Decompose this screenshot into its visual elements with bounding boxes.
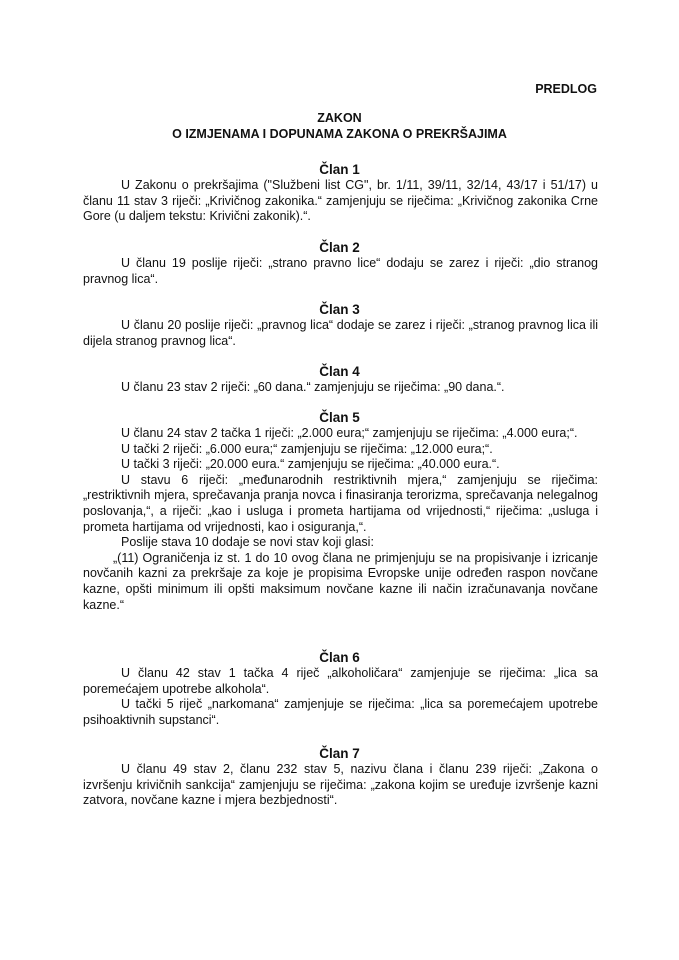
- article-body-1: [83, 178, 598, 225]
- article-heading-2: Član 2: [319, 240, 360, 255]
- article-paragraph: U tački 5 riječ „narkomana“ zamjenjuje se riječima: „lica sa poremećajem upotrebe psihoaktivnih supstanci“.: [83, 697, 598, 727]
- article-paragraph: U tački 2 riječi: „6.000 eura;“ zamjenjuju se riječima: „12.000 eura;“.: [121, 441, 493, 456]
- article-body-7: [83, 762, 598, 809]
- article-heading-5: Član 5: [319, 410, 360, 425]
- article-paragraph: U članu 20 poslije riječi: „pravnog lica“ dodaje se zarez i riječi: „stranog pravnog lica ili dijela stranog pravnog lica“.: [83, 318, 598, 348]
- article-heading-1: Član 1: [319, 162, 360, 177]
- article-paragraph: U članu 49 stav 2, članu 232 stav 5, nazivu člana i članu 239 riječi: „Zakona o izvršenju krivičnih sankcija“ zamjenjuju se riječima: „zakona kojim se uređuje izvršenje kazni zatvora, novčane kazne i mjera bezbjednosti“.: [83, 762, 598, 808]
- article-paragraph: U članu 42 stav 1 tačka 4 riječ „alkoholičara“ zamjenjuje se riječima: „lica sa poremećajem upotrebe alkohola“.: [83, 666, 598, 696]
- article-paragraph: U tački 3 riječi: „20.000 eura.“ zamjenjuju se riječima: „40.000 eura.“.: [121, 457, 500, 472]
- article-heading-7: Član 7: [319, 746, 360, 761]
- article-paragraph: U Zakonu o prekršajima ("Službeni list CG", br. 1/11, 39/11, 32/14, 43/17 i 51/17) u članu 11 stav 3 riječi: „Krivičnog zakonika.“ zamjenjuju se riječima: „Krivičnog zakonika Crne Gore (u daljem tekstu: Krivični zakonik).“.: [83, 178, 598, 224]
- article-heading-4: Član 4: [319, 364, 360, 379]
- article-body-2: [83, 256, 598, 287]
- article-body-4: [83, 380, 598, 396]
- law-title: ZAKON: [317, 111, 362, 125]
- quoted-new-paragraph: „(11) Ograničenja iz st. 1 do 10 ovog člana ne primjenjuju se na propisivanje i izricanje novčanih kazni za prekršaje za koje je propisima Evropske unije određen raspon novčane kazne, opšti minimum ili opšti maksimum novčane kazne ili način izračunavanja novčane kazne.“: [83, 550, 598, 612]
- article-paragraph: U članu 19 poslije riječi: „strano pravno lice“ dodaju se zarez i riječi: „dio stranog pravnog lica“.: [83, 256, 598, 286]
- article-heading-6: Član 6: [319, 650, 360, 665]
- article-body-3: [83, 318, 598, 349]
- proposal-tag: PREDLOG: [535, 82, 597, 96]
- article-paragraph: U članu 24 stav 2 tačka 1 riječi: „2.000 eura;“ zamjenjuju se riječima: „4.000 eura;“.: [121, 426, 578, 440]
- article-paragraph: U članu 23 stav 2 riječi: „60 dana.“ zamjenjuju se riječima: „90 dana.“.: [121, 380, 505, 394]
- law-subtitle: O IZMJENAMA I DOPUNAMA ZAKONA O PREKRŠAJIMA: [172, 127, 507, 141]
- article-body-6: [83, 666, 598, 728]
- article-paragraph: Poslije stava 10 dodaje se novi stav koji glasi:: [121, 535, 374, 550]
- article-heading-3: Član 3: [319, 302, 360, 317]
- article-body-5: [83, 426, 598, 613]
- article-paragraph: U stavu 6 riječi: „međunarodnih restriktivnih mjera,“ zamjenjuju se riječima: „restriktivnih mjera, sprečavanja pranja novca i finasiranja terorizma, sprečavanja nelegalnog poslovanja,“, a riječi: „kao i usluga i prometa hartijama od vrijednosti,“ riječima: „usluga i prometa hartijama od vrijednosti, kao i osiguranja,“.: [83, 472, 598, 534]
